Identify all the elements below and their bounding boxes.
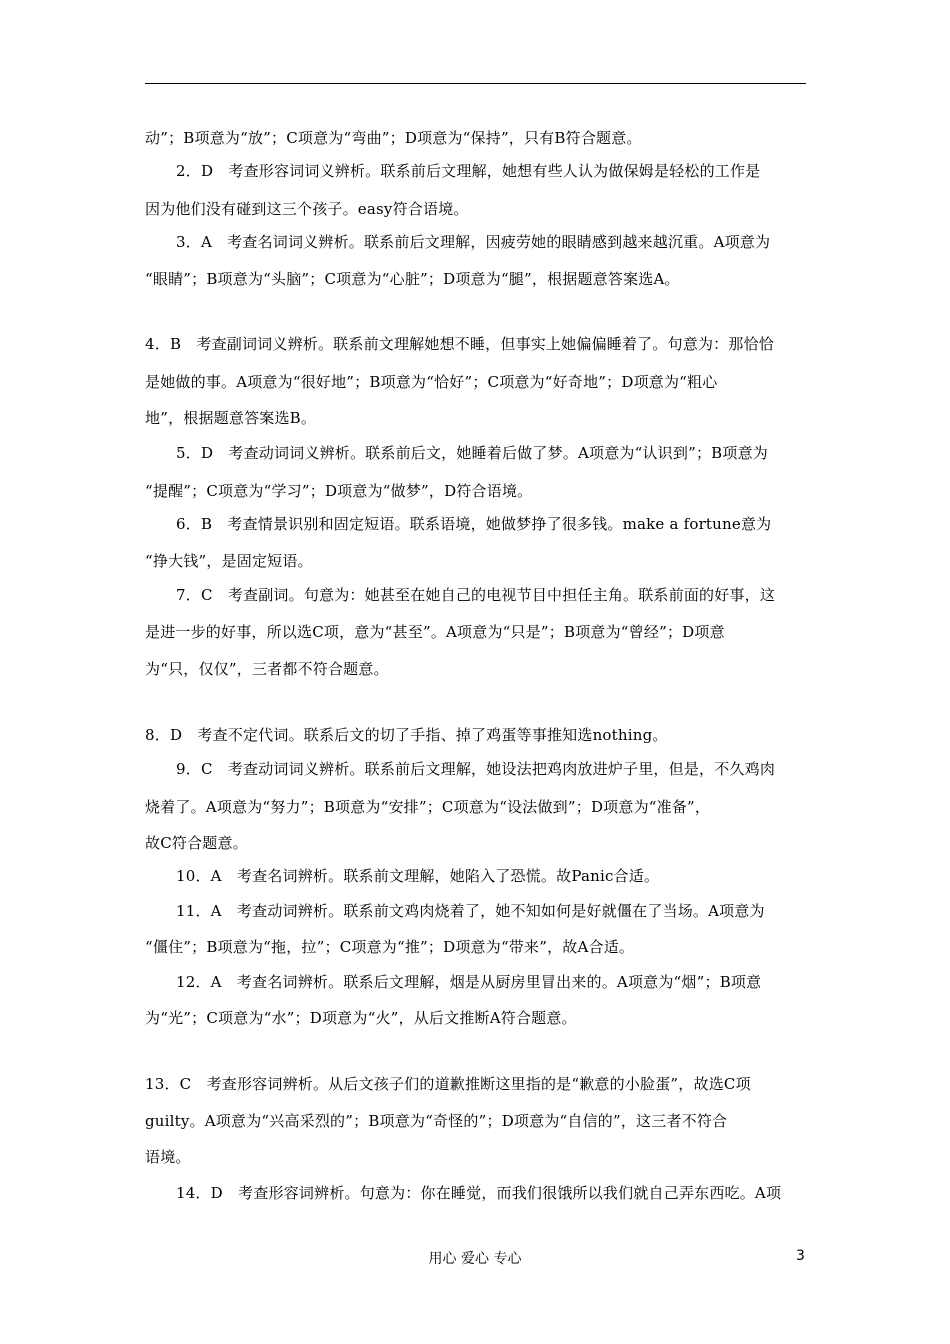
text-line: 语境。 xyxy=(145,1148,191,1166)
text-line: 动”；B项意为“放”；C项意为“弯曲”；D项意为“保持”，只有B符合题意。 xyxy=(145,129,642,147)
text-line: 地”，根据题意答案选B。 xyxy=(145,409,317,427)
header-rule xyxy=(145,83,806,84)
text-line: 3．A 考查名词词义辨析。联系前后文理解，因疲劳她的眼睛感到越来越沉重。A项意为 xyxy=(176,233,771,251)
text-line: 10．A 考查名词辨析。联系前文理解，她陷入了恐慌。故Panic合适。 xyxy=(176,867,660,885)
text-line: 是进一步的好事，所以选C项，意为“甚至”。A项意为“只是”；B项意为“曾经”；D项意 xyxy=(145,623,725,641)
page-footer: 用心 爱心 专心 xyxy=(428,1251,522,1267)
text-line: 11．A 考查动词辨析。联系前文鸡肉烧着了，她不知如何是好就僵在了当场。A项意为 xyxy=(176,902,765,920)
text-line: 烧着了。A项意为“努力”；B项意为“安排”；C项意为“设法做到”；D项意为“准备”， xyxy=(145,798,711,816)
text-line: 是她做的事。A项意为“很好地”；B项意为“恰好”；C项意为“好奇地”；D项意为“粗心 xyxy=(145,373,718,391)
text-line: “挣大钱”，是固定短语。 xyxy=(145,552,313,570)
text-line: “僵住”；B项意为“拖，拉”；C项意为“推”；D项意为“带来”，故A合适。 xyxy=(145,938,635,956)
text-line: 8．D 考查不定代词。联系后文的切了手指、掉了鸡蛋等事推知选nothing。 xyxy=(145,726,668,744)
text-line: guilty。A项意为“兴高采烈的”；B项意为“奇怪的”；D项意为“自信的”，这三者不符合 xyxy=(145,1112,728,1130)
text-line: 故C符合题意。 xyxy=(145,834,248,852)
text-line: “眼睛”；B项意为“头脑”；C项意为“心脏”；D项意为“腿”，根据题意答案选A。 xyxy=(145,270,680,288)
text-line: 为“只，仅仅”，三者都不符合题意。 xyxy=(145,660,389,678)
text-line: 7．C 考查副词。句意为：她甚至在她自己的电视节目中担任主角。联系前面的好事，这 xyxy=(176,586,776,604)
text-line: 因为他们没有碰到这三个孩子。easy符合语境。 xyxy=(145,200,469,218)
page-number: 3 xyxy=(796,1248,805,1264)
text-line: 5．D 考查动词词义辨析。联系前后文，她睡着后做了梦。A项意为“认识到”；B项意为 xyxy=(176,444,768,462)
text-line: 6．B 考查情景识别和固定短语。联系语境，她做梦挣了很多钱。make a fortune意为 xyxy=(176,515,772,533)
text-line: 为“光”；C项意为“水”；D项意为“火”，从后文推断A符合题意。 xyxy=(145,1009,577,1027)
text-line: 4．B 考查副词词义辨析。联系前文理解她想不睡，但事实上她偏偏睡着了。句意为：那恰恰 xyxy=(145,335,774,353)
text-line: 13．C 考查形容词辨析。从后文孩子们的道歉推断这里指的是“歉意的小脸蛋”，故选C项 xyxy=(145,1075,751,1093)
text-line: “提醒”；C项意为“学习”；D项意为“做梦”，D符合语境。 xyxy=(145,482,533,500)
text-line: 14．D 考查形容词辨析。句意为：你在睡觉，而我们很饿所以我们就自己弄东西吃。A项 xyxy=(176,1184,782,1202)
text-line: 9．C 考查动词词义辨析。联系前后文理解，她设法把鸡肉放进炉子里，但是，不久鸡肉 xyxy=(176,760,776,778)
text-line: 2．D 考查形容词词义辨析。联系前后文理解，她想有些人认为做保姆是轻松的工作是 xyxy=(176,162,761,180)
text-line: 12．A 考查名词辨析。联系后文理解，烟是从厨房里冒出来的。A项意为“烟”；B项意 xyxy=(176,973,762,991)
